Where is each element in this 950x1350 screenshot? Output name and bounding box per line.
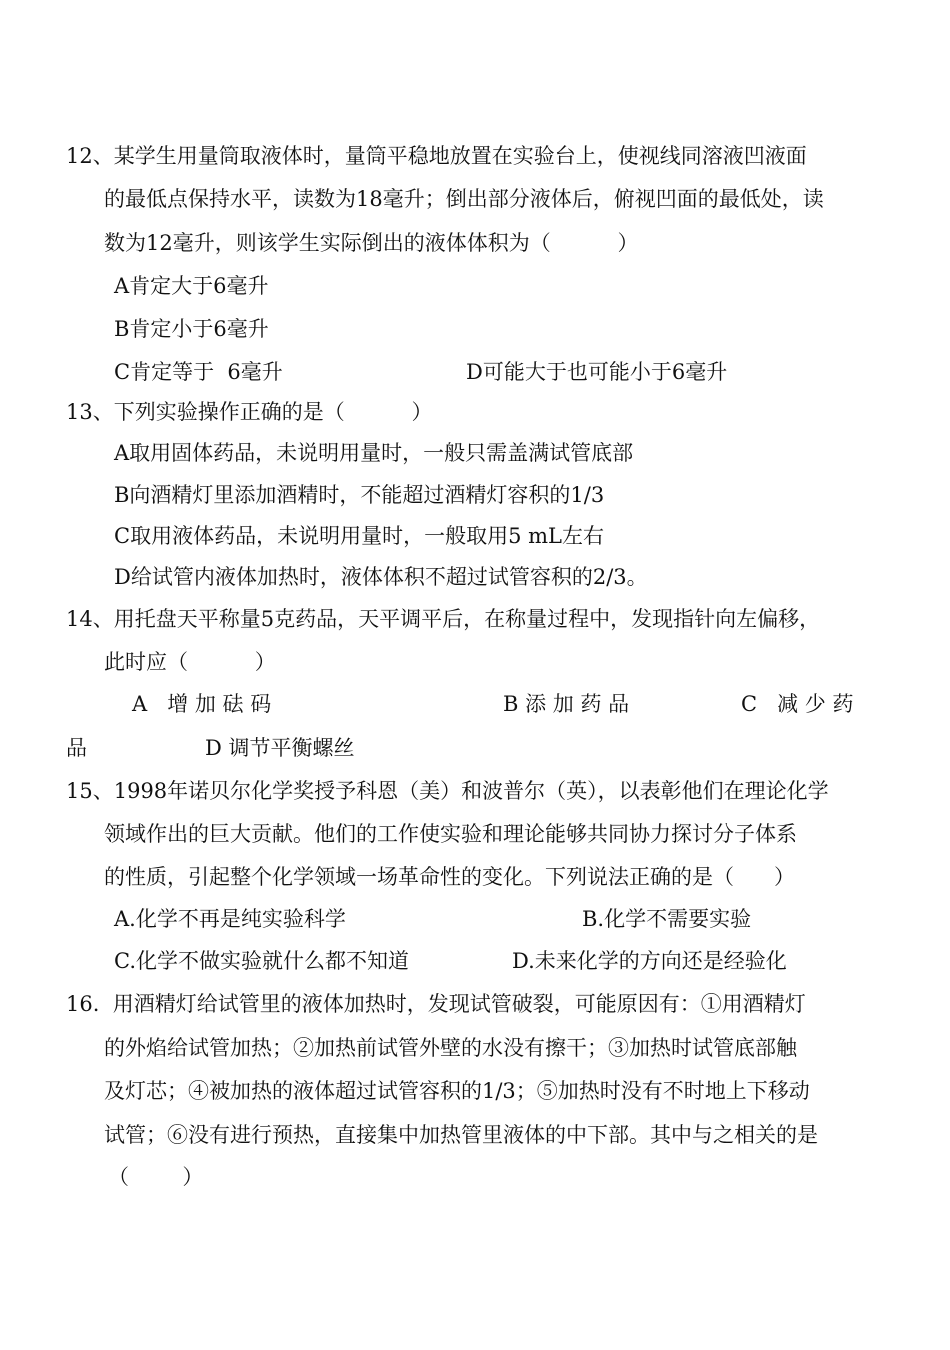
q15-line-2: 领域作出的巨大贡献。他们的工作使实验和理论能够共同协力探讨分子体系 — [104, 822, 797, 846]
q15-line-3: 的性质，引起整个化学领域一场革命性的变化。下列说法正确的是（ ） — [104, 865, 796, 889]
q14-line-1: 14、用托盘天平称量5克药品，天平调平后，在称量过程中，发现指针向左偏移， — [66, 607, 821, 631]
q16-line-1: 16. 用酒精灯给试管里的液体加热时，发现试管破裂，可能原因有：①用酒精灯 — [66, 992, 806, 1016]
q14-option-b: B 添 加 药 品 — [503, 692, 630, 716]
q14-option-d: D 调节平衡螺丝 — [205, 736, 355, 760]
q16-line-3: 及灯芯；④被加热的液体超过试管容积的1/3；⑤加热时没有不时地上下移动 — [104, 1079, 810, 1103]
q15-option-b: B.化学不需要实验 — [582, 907, 752, 931]
q14-option-a: A 增 加 砝 码 — [132, 692, 272, 716]
q12-option-a: A肯定大于6毫升 — [114, 274, 269, 298]
q12-line-2: 的最低点保持水平，读数为18毫升；倒出部分液体后，俯视凹面的最低处，读 — [104, 187, 824, 211]
q16-line-4: 试管；⑥没有进行预热，直接集中加热管里液体的中下部。其中与之相关的是 — [104, 1123, 818, 1147]
q13-line-1: 13、下列实验操作正确的是（ ） — [66, 400, 433, 424]
q14-option-c-wrap: 品 — [66, 736, 87, 760]
q16-line-2: 的外焰给试管加热；②加热前试管外壁的水没有擦干；③加热时试管底部触 — [104, 1036, 797, 1060]
q15-option-d: D.未来化学的方向还是经验化 — [512, 949, 787, 973]
q12-line-1: 12、某学生用量筒取液体时，量筒平稳地放置在实验台上，使视线同溶液凹液面 — [66, 144, 807, 168]
q12-option-c: C肯定等于 6毫升 — [114, 360, 283, 384]
q15-option-c: C.化学不做实验就什么都不知道 — [114, 949, 409, 973]
q13-option-a: A取用固体药品，未说明用量时，一般只需盖满试管底部 — [114, 441, 634, 465]
q16-answer-blank: （ ） — [108, 1165, 204, 1189]
q12-option-b: B肯定小于6毫升 — [114, 317, 269, 341]
q15-line-1: 15、1998年诺贝尔化学奖授予科恩（美）和波普尔（英），以表彰他们在理论化学 — [66, 779, 829, 803]
q14-option-c: C 减 少 药 — [741, 692, 854, 716]
q13-option-d: D给试管内液体加热时，液体体积不超过试管容积的2/3。 — [114, 565, 648, 589]
q14-line-2: 此时应（ ） — [104, 650, 276, 674]
q12-option-d: D可能大于也可能小于6毫升 — [466, 360, 728, 384]
q15-option-a: A.化学不再是纯实验科学 — [114, 907, 346, 931]
q12-line-3: 数为12毫升，则该学生实际倒出的液体体积为（ ） — [104, 231, 639, 255]
q13-option-b: B向酒精灯里添加酒精时，不能超过酒精灯容积的1/3 — [114, 483, 605, 507]
q13-option-c: C取用液体药品，未说明用量时，一般取用5 mL左右 — [114, 524, 604, 548]
